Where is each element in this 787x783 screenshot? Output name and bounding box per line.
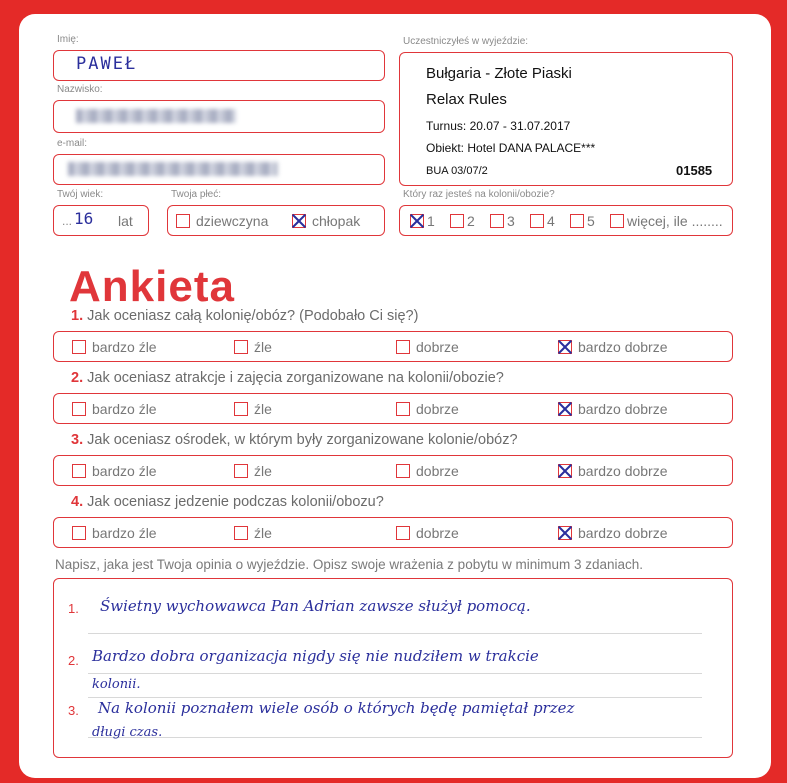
times-label-5: 5 (587, 213, 595, 229)
question-3 (71, 432, 518, 448)
question-4 (71, 494, 384, 510)
question-3-text: Jak oceniasz ośrodek, w którym były zorganizowane kolonie/obóz? (87, 432, 518, 448)
q2-option-bardzo-zle[interactable] (72, 401, 157, 417)
q3-checkbox-bardzo-zle[interactable] (72, 464, 86, 478)
q3-option-bardzo-zle[interactable] (72, 463, 157, 479)
times-checkbox-more[interactable] (610, 214, 624, 228)
question-2-number: 2. (71, 370, 84, 386)
q2-option-zle[interactable] (234, 401, 272, 417)
q4-checkbox-zle[interactable] (234, 526, 248, 540)
question-4-text: Jak oceniasz jedzenie podczas kolonii/obozu? (87, 494, 384, 510)
gender-male-option[interactable] (292, 213, 360, 229)
times-label-1: 1 (427, 213, 435, 229)
q1-checkbox-zle[interactable] (234, 340, 248, 354)
times-checkbox-4[interactable] (530, 214, 544, 228)
times-option-3[interactable] (490, 213, 515, 229)
rule-line (88, 633, 702, 634)
trip-number: 01585 (676, 163, 713, 178)
question-4-number: 4. (71, 494, 84, 510)
rule-line (88, 673, 702, 674)
gender-male-label: chłopak (312, 213, 361, 229)
q2-checkbox-bardzo-zle[interactable] (72, 402, 86, 416)
q3-label-bardzo-dobrze: bardzo dobrze (578, 463, 668, 479)
trip-line2: Relax Rules (426, 91, 507, 108)
label-plec: Twoja płeć: (171, 189, 222, 200)
answer-3-line-1: Na kolonii poznałem wiele osób o których będę pamiętał przez (98, 699, 575, 717)
trip-code: BUA 03/07/2 (426, 165, 488, 177)
times-checkbox-2[interactable] (450, 214, 464, 228)
answer-2-number: 2. (68, 653, 79, 668)
times-option-4[interactable] (530, 213, 555, 229)
times-option-5[interactable] (570, 213, 595, 229)
survey-sheet (19, 14, 771, 778)
wiek-dots: ... (62, 214, 73, 228)
wiek-suffix: lat (118, 213, 133, 229)
times-option-more[interactable] (610, 213, 723, 229)
q2-label-bardzo-zle: bardzo źle (92, 401, 157, 417)
q4-option-bardzo-dobrze[interactable] (558, 525, 668, 541)
trip-turnus: Turnus: 20.07 - 31.07.2017 (426, 119, 571, 133)
answer-3-number: 3. (68, 703, 79, 718)
opinion-prompt: Napisz, jaka jest Twoja opinia o wyjeździe. Opisz swoje wrażenia z pobytu w minimum 3 zdaniach. (55, 557, 644, 572)
q1-checkbox-bardzo-dobrze[interactable] (558, 340, 572, 354)
times-label-more: więcej, ile ........ (627, 213, 723, 229)
q4-option-bardzo-zle[interactable] (72, 525, 157, 541)
field-wiek[interactable] (53, 205, 149, 236)
times-label-3: 3 (507, 213, 515, 229)
answer-row-2 (53, 393, 733, 424)
q2-label-dobrze: dobrze (416, 401, 459, 417)
times-checkbox-5[interactable] (570, 214, 584, 228)
q1-option-bardzo-zle[interactable] (72, 339, 157, 355)
q4-label-bardzo-dobrze: bardzo dobrze (578, 525, 668, 541)
trip-info-box (399, 52, 733, 186)
opinion-textarea[interactable] (53, 578, 733, 758)
q1-option-dobrze[interactable] (396, 339, 459, 355)
gender-female-checkbox[interactable] (176, 214, 190, 228)
times-checkbox-3[interactable] (490, 214, 504, 228)
rule-line (88, 737, 702, 738)
gender-female-option[interactable] (176, 213, 268, 229)
q4-option-zle[interactable] (234, 525, 272, 541)
q3-checkbox-bardzo-dobrze[interactable] (558, 464, 572, 478)
question-1-text: Jak oceniasz całą kolonię/obóz? (Podobało Ci się?) (87, 308, 419, 324)
q4-label-dobrze: dobrze (416, 525, 459, 541)
answer-3-line-2: długi czas. (92, 725, 163, 740)
question-1 (71, 308, 418, 324)
q2-checkbox-bardzo-dobrze[interactable] (558, 402, 572, 416)
answer-row-3 (53, 455, 733, 486)
q1-checkbox-dobrze[interactable] (396, 340, 410, 354)
field-email[interactable] (53, 154, 385, 185)
field-ktory-raz (399, 205, 733, 236)
question-2 (71, 370, 504, 386)
trip-line1: Bułgaria - Złote Piaski (426, 65, 572, 82)
label-email: e-mail: (57, 138, 88, 149)
redacted-email (68, 162, 278, 176)
gender-male-checkbox[interactable] (292, 214, 306, 228)
label-ktory-raz: Który raz jesteś na kolonii/obozie? (403, 189, 555, 200)
q4-checkbox-bardzo-dobrze[interactable] (558, 526, 572, 540)
field-nazwisko[interactable] (53, 100, 385, 133)
q1-label-dobrze: dobrze (416, 339, 459, 355)
answer-row-1 (53, 331, 733, 362)
q1-option-bardzo-dobrze[interactable] (558, 339, 668, 355)
answer-2-line-2: kolonii. (92, 677, 141, 692)
q2-label-bardzo-dobrze: bardzo dobrze (578, 401, 668, 417)
redacted-surname (76, 109, 236, 123)
q3-checkbox-dobrze[interactable] (396, 464, 410, 478)
field-plec (167, 205, 385, 236)
q1-label-bardzo-dobrze: bardzo dobrze (578, 339, 668, 355)
label-uczestnik: Uczestniczyłeś w wyjeździe: (403, 36, 529, 47)
trip-obiekt: Obiekt: Hotel DANA PALACE*** (426, 141, 596, 155)
q3-option-zle[interactable] (234, 463, 272, 479)
times-option-2[interactable] (450, 213, 475, 229)
times-option-1[interactable] (410, 213, 435, 229)
q1-option-zle[interactable] (234, 339, 272, 355)
q2-label-zle: źle (254, 401, 272, 417)
q1-checkbox-bardzo-zle[interactable] (72, 340, 86, 354)
answer-1-number: 1. (68, 601, 79, 616)
label-wiek: Twój wiek: (57, 189, 104, 200)
q2-checkbox-zle[interactable] (234, 402, 248, 416)
rule-line (88, 697, 702, 698)
answer-row-4 (53, 517, 733, 548)
q2-checkbox-dobrze[interactable] (396, 402, 410, 416)
field-imie[interactable] (53, 50, 385, 81)
q4-checkbox-bardzo-zle[interactable] (72, 526, 86, 540)
q3-option-bardzo-dobrze[interactable] (558, 463, 668, 479)
question-3-number: 3. (71, 432, 84, 448)
q3-checkbox-zle[interactable] (234, 464, 248, 478)
answer-2-line-1: Bardzo dobra organizacja nigdy się nie nudziłem w trakcie (92, 647, 539, 665)
times-checkbox-1[interactable] (410, 214, 424, 228)
q3-label-dobrze: dobrze (416, 463, 459, 479)
q3-option-dobrze[interactable] (396, 463, 459, 479)
times-label-4: 4 (547, 213, 555, 229)
times-label-2: 2 (467, 213, 475, 229)
label-imie: Imię: (57, 34, 79, 45)
q2-option-bardzo-dobrze[interactable] (558, 401, 668, 417)
q3-label-bardzo-zle: bardzo źle (92, 463, 157, 479)
q2-option-dobrze[interactable] (396, 401, 459, 417)
q1-label-zle: źle (254, 339, 272, 355)
page-title: Ankieta (69, 262, 235, 311)
q4-option-dobrze[interactable] (396, 525, 459, 541)
q3-label-zle: źle (254, 463, 272, 479)
q4-checkbox-dobrze[interactable] (396, 526, 410, 540)
value-wiek: 16 (74, 209, 94, 228)
q4-label-bardzo-zle: bardzo źle (92, 525, 157, 541)
question-1-number: 1. (71, 308, 84, 324)
q4-label-zle: źle (254, 525, 272, 541)
label-nazwisko: Nazwisko: (57, 84, 103, 95)
value-imie: PAWEŁ (76, 54, 138, 74)
q1-label-bardzo-zle: bardzo źle (92, 339, 157, 355)
question-2-text: Jak oceniasz atrakcje i zajęcia zorganizowane na kolonii/obozie? (87, 370, 504, 386)
answer-1-line-1: Świetny wychowawca Pan Adrian zawsze służył pomocą. (100, 597, 531, 615)
gender-female-label: dziewczyna (196, 213, 269, 229)
